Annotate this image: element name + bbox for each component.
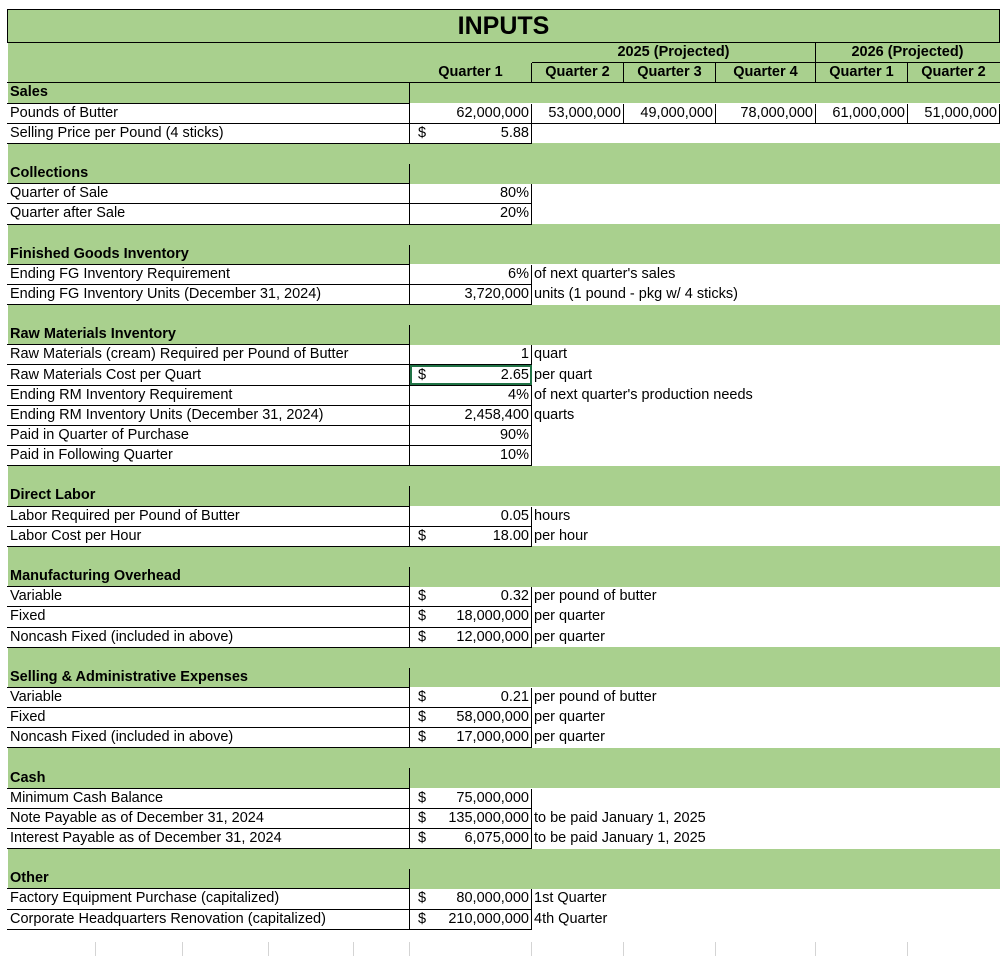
section-heading-cash[interactable]: Cash — [8, 768, 410, 788]
fg-requirement[interactable]: 6% — [410, 264, 532, 284]
pounds-2026-q1[interactable]: 61,000,000 — [816, 103, 908, 123]
row-label[interactable]: Selling Price per Pound (4 sticks) — [8, 123, 410, 143]
row-label[interactable]: Interest Payable as of December 31, 2024 — [8, 829, 410, 849]
currency-symbol: $ — [418, 890, 427, 907]
note: per pound of butter — [534, 588, 657, 605]
note: per quarter — [534, 628, 605, 645]
min-cash-cell[interactable] — [410, 788, 532, 808]
rm-cost: 2.65 — [500, 366, 529, 383]
note: hours — [534, 507, 571, 524]
quarter-header-row — [8, 63, 1000, 83]
sga-fixed: 58,000,000 — [456, 709, 529, 726]
equipment-cell[interactable] — [410, 889, 532, 909]
moh-noncash-cell[interactable] — [410, 627, 532, 647]
sga-variable: 0.21 — [500, 688, 529, 705]
section-heading-dl[interactable]: Direct Labor — [8, 486, 410, 506]
note: quart — [534, 346, 568, 363]
row-label[interactable]: Note Payable as of December 31, 2024 — [8, 808, 410, 828]
quarter-header[interactable]: Quarter 4 — [716, 63, 816, 83]
page-title[interactable]: INPUTS — [8, 10, 1000, 43]
row-label[interactable]: Fixed — [8, 708, 410, 728]
hq-renovation: 210,000,000 — [448, 910, 529, 927]
note-payable: 135,000,000 — [448, 809, 529, 826]
quarter-of-sale[interactable]: 80% — [410, 184, 532, 204]
row-label[interactable]: Variable — [8, 687, 410, 707]
note: to be paid January 1, 2025 — [534, 830, 706, 847]
quarter-header[interactable]: Quarter 2 — [908, 63, 1000, 83]
pounds-2026-q2[interactable]: 51,000,000 — [908, 103, 1000, 123]
row-label[interactable]: Ending RM Inventory Units (December 31, 2024) — [8, 405, 410, 425]
row-label[interactable]: Variable — [8, 587, 410, 607]
row-label[interactable]: Factory Equipment Purchase (capitalized) — [8, 889, 410, 909]
quarter-header[interactable]: Quarter 2 — [532, 63, 624, 83]
note: per hour — [534, 527, 589, 544]
section-heading-moh[interactable]: Manufacturing Overhead — [8, 566, 410, 586]
currency-symbol: $ — [418, 608, 427, 625]
note: to be paid January 1, 2025 — [534, 809, 706, 826]
row-label[interactable]: Raw Materials (cream) Required per Pound of Butter — [8, 345, 410, 365]
sga-noncash-cell[interactable] — [410, 728, 532, 748]
section-heading-rm[interactable]: Raw Materials Inventory — [8, 325, 410, 345]
paid-in-quarter[interactable]: 90% — [410, 426, 532, 446]
min-cash: 75,000,000 — [456, 789, 529, 806]
note: units (1 pound - pkg w/ 4 sticks) — [534, 285, 738, 302]
row-label[interactable]: Ending RM Inventory Requirement — [8, 385, 410, 405]
rm-required-per-pound[interactable]: 1 — [410, 345, 532, 365]
row-label[interactable]: Pounds of Butter — [8, 103, 410, 123]
labor-cost-cell[interactable] — [410, 526, 532, 546]
section-heading-sga[interactable]: Selling & Administrative Expenses — [8, 667, 410, 687]
pounds-q4[interactable]: 78,000,000 — [716, 103, 816, 123]
moh-variable: 0.32 — [500, 588, 529, 605]
row-label[interactable]: Ending FG Inventory Units (December 31, 2024) — [8, 284, 410, 304]
row-label[interactable]: Raw Materials Cost per Quart — [8, 365, 410, 385]
row-label[interactable]: Quarter after Sale — [8, 204, 410, 224]
quarter-header[interactable]: Quarter 1 — [410, 63, 532, 83]
currency-symbol: $ — [418, 688, 427, 705]
currency-symbol: $ — [418, 910, 427, 927]
currency-symbol: $ — [418, 124, 427, 141]
currency-symbol: $ — [418, 729, 427, 746]
rm-units[interactable]: 2,458,400 — [410, 405, 532, 425]
year-header-row — [8, 43, 1000, 63]
row-label[interactable]: Paid in Following Quarter — [8, 446, 410, 466]
note-payable-cell[interactable] — [410, 808, 532, 828]
note: per quarter — [534, 729, 605, 746]
pounds-q1[interactable]: 62,000,000 — [410, 103, 532, 123]
note: per pound of butter — [534, 688, 657, 705]
currency-symbol: $ — [418, 830, 427, 847]
year-2026-header[interactable]: 2026 (Projected) — [816, 43, 1000, 63]
rm-end-requirement[interactable]: 4% — [410, 385, 532, 405]
row-label[interactable]: Labor Cost per Hour — [8, 526, 410, 546]
section-heading-fg[interactable]: Finished Goods Inventory — [8, 244, 410, 264]
quarter-header[interactable]: Quarter 3 — [624, 63, 716, 83]
section-heading-other[interactable]: Other — [8, 869, 410, 889]
hq-cell[interactable] — [410, 909, 532, 929]
year-2025-header[interactable]: 2025 (Projected) — [532, 43, 816, 63]
row-label[interactable]: Ending FG Inventory Requirement — [8, 264, 410, 284]
note: 1st Quarter — [534, 890, 607, 907]
currency-symbol: $ — [418, 527, 427, 544]
labor-required[interactable]: 0.05 — [410, 506, 532, 526]
fg-units[interactable]: 3,720,000 — [410, 284, 532, 304]
title-row — [8, 10, 1000, 43]
note: per quart — [534, 366, 593, 383]
row-label[interactable]: Corporate Headquarters Renovation (capitalized) — [8, 909, 410, 929]
note: per quarter — [534, 709, 605, 726]
pounds-q2[interactable]: 53,000,000 — [532, 103, 624, 123]
rm-cost-cell[interactable] — [410, 365, 532, 385]
currency-symbol: $ — [418, 628, 427, 645]
row-label[interactable]: Minimum Cash Balance — [8, 788, 410, 808]
row-label[interactable]: Noncash Fixed (included in above) — [8, 627, 410, 647]
quarter-after-sale[interactable]: 20% — [410, 204, 532, 224]
note: of next quarter's sales — [534, 265, 676, 282]
note: of next quarter's production needs — [534, 386, 753, 403]
currency-symbol: $ — [418, 809, 427, 826]
currency-symbol: $ — [418, 366, 427, 383]
row-label[interactable]: Quarter of Sale — [8, 184, 410, 204]
interest-payable: 6,075,000 — [464, 830, 529, 847]
moh-variable-cell[interactable] — [410, 587, 532, 607]
section-heading-sales[interactable]: Sales — [8, 83, 410, 103]
moh-fixed: 18,000,000 — [456, 608, 529, 625]
moh-fixed-cell[interactable] — [410, 607, 532, 627]
inputs-table — [7, 9, 1000, 930]
quarter-header[interactable]: Quarter 1 — [816, 63, 908, 83]
currency-symbol: $ — [418, 709, 427, 726]
labor-cost: 18.00 — [492, 527, 529, 544]
selling-price: 5.88 — [500, 124, 529, 141]
row-label[interactable]: Paid in Quarter of Purchase — [8, 426, 410, 446]
sga-noncash: 17,000,000 — [456, 729, 529, 746]
pounds-q3[interactable]: 49,000,000 — [624, 103, 716, 123]
note: per quarter — [534, 608, 605, 625]
paid-following[interactable]: 10% — [410, 446, 532, 466]
currency-symbol: $ — [418, 588, 427, 605]
selling-price-cell[interactable] — [410, 123, 532, 143]
interest-payable-cell[interactable] — [410, 829, 532, 849]
sheet-gridlines — [0, 942, 1005, 956]
row-label[interactable]: Fixed — [8, 607, 410, 627]
moh-noncash: 12,000,000 — [456, 628, 529, 645]
note: quarts — [534, 406, 575, 423]
sga-variable-cell[interactable] — [410, 687, 532, 707]
currency-symbol: $ — [418, 789, 427, 806]
row-label[interactable]: Noncash Fixed (included in above) — [8, 728, 410, 748]
equipment-purchase: 80,000,000 — [456, 890, 529, 907]
row-label[interactable]: Labor Required per Pound of Butter — [8, 506, 410, 526]
section-heading-collections[interactable]: Collections — [8, 163, 410, 183]
sga-fixed-cell[interactable] — [410, 708, 532, 728]
note: 4th Quarter — [534, 910, 608, 927]
